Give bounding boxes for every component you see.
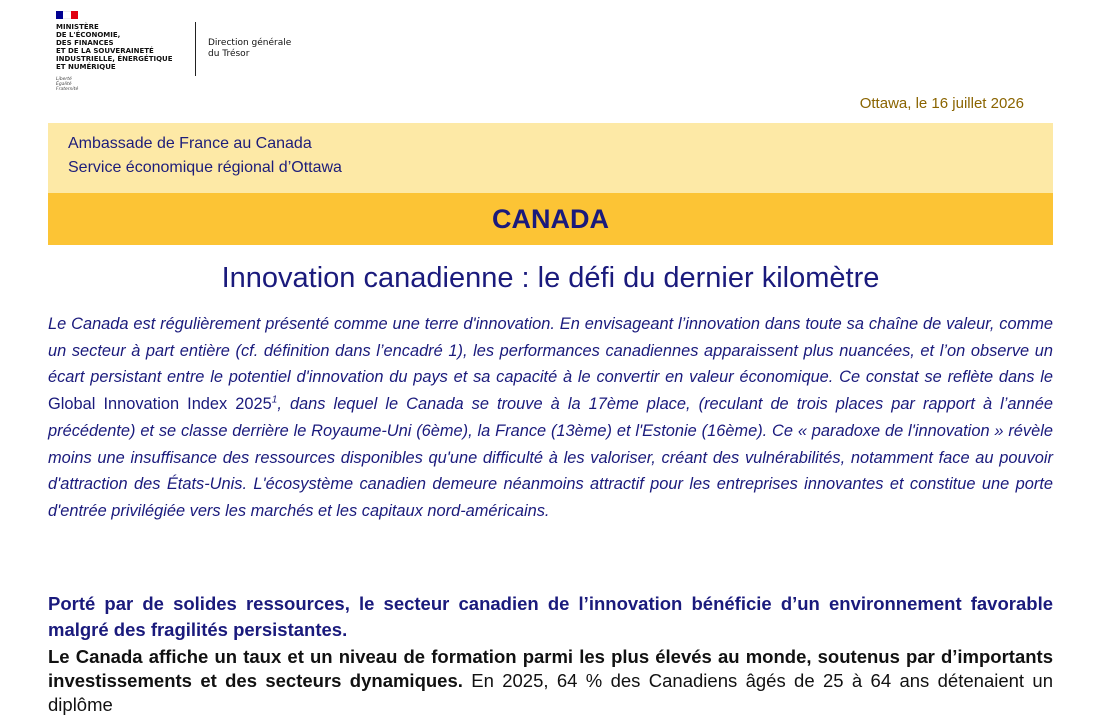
section-heading: Porté par de solides ressources, le secteur canadien de l’innovation bénéficie d’un environnement favorable malgré des fragilités persistantes. [48,593,1053,640]
ministry-logo [56,11,78,19]
country-label: CANADA [492,203,609,234]
body-paragraph [48,645,1053,717]
service-name: Service économique régional d’Ottawa [68,159,342,176]
lead-text: En 2025, 64 % des Canadiens âgés de 25 à 64 ans détenaient un diplôme [48,670,1053,715]
french-flag-icon [56,11,78,19]
abstract-paragraph [48,311,1053,525]
embassy-name: Ambassade de France au Canada [68,135,312,152]
document-title: Innovation canadienne : le défi du dernier kilomètre [221,262,880,294]
footnote-marker[interactable]: 1 [271,394,278,406]
country-banner [48,193,1053,245]
document-date: Ottawa, le 16 juillet 2026 [859,95,1024,112]
abstract-text-2: , dans lequel le Canada se trouve à la 17ème place, (reculant de trois places par rapport à l’année précédente) et se classe derrière le Royaume-Uni (6ème), la France (13ème) et l'Estonie (16ème). Ce « paradoxe de l'innovation » révèle moins une insuffisance des ressources disponibles qu'une difficulté à les valoriser, créant des vulnérabilités, notamment face au pouvoir d'attraction des États-Unis. L'écosystème canadien demeure néanmoins attractif pour les entreprises innovantes et constitue une porte d'entrée privilégiée vers les marchés et les capitaux nord-américains. [48,395,1053,520]
header-divider [195,22,196,76]
direction-name: Direction générale du Trésor [208,38,292,59]
republic-motto: Liberté Égalité Fraternité [56,77,79,92]
embassy-banner [48,123,1053,193]
ministry-name: MINISTÈRE DE L'ÉCONOMIE, DES FINANCES ET DE LA SOUVERAINETÉ INDUSTRIELLE, ÉNERGÉTIQUE ET NUMÉRIQUE [56,23,173,71]
abstract-text-1: Le Canada est régulièrement présenté comme une terre d'innovation. En envisageant l’innovation dans toute sa chaîne de valeur, comme un secteur à part entière (cf. définition dans l’encadré 1), les performances canadiennes apparaissent plus nuancées, et l’on observe un écart persistant entre le potentiel d'innovation du pays et sa capacité à le convertir en valeur économique. Ce constat se reflète dans le [48,315,1053,387]
lead-bold: Le Canada affiche un taux et un niveau de formation parmi les plus élevés au monde, soutenus par d’importants investissements et des secteurs dynamiques. [48,646,1053,691]
gii-reference: Global Innovation Index 2025 [48,395,272,414]
